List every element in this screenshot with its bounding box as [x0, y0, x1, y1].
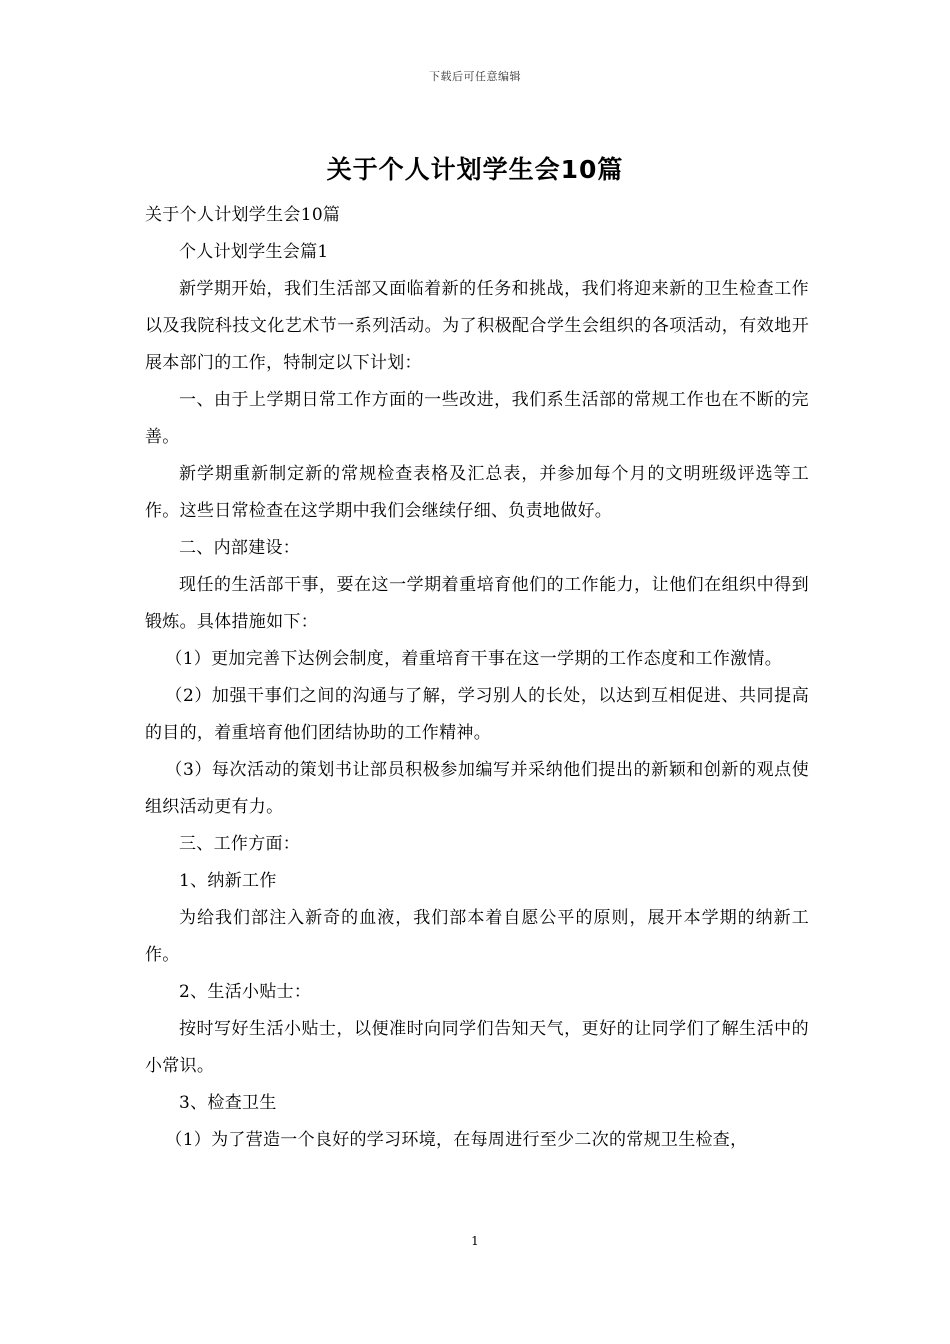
paragraph: 按时写好生活小贴士，以便准时向同学们告知天气，更好的让同学们了解生活中的小常识。 [145, 1019, 809, 1076]
section-heading: 个人计划学生会篇1 [179, 242, 329, 262]
document-title: 关于个人计划学生会10篇 [326, 155, 624, 184]
page-number: 1 [471, 1234, 479, 1248]
header-note: 下载后可任意编辑 [429, 70, 521, 83]
list-item: （2）加强干事们之间的沟通与了解，学习别人的长处，以达到互相促进、共同提高的目的，着重培育他们团结协助的工作精神。 [145, 686, 809, 743]
paragraph: 新学期开始，我们生活部又面临着新的任务和挑战，我们将迎来新的卫生检查工作以及我院科技文化艺术节一系列活动。为了积极配合学生会组织的各项活动，有效地开展本部门的工作，特制定以下计划： [145, 279, 809, 373]
section-heading: 二、内部建设： [179, 538, 301, 558]
paragraph: 为给我们部注入新奇的血液，我们部本着自愿公平的原则，展开本学期的纳新工作。 [145, 908, 809, 965]
subsection-heading: 2、生活小贴士： [179, 982, 312, 1002]
paragraph: 一、由于上学期日常工作方面的一些改进，我们系生活部的常规工作也在不断的完善。 [145, 390, 809, 447]
paragraph: 新学期重新制定新的常规检查表格及汇总表，并参加每个月的文明班级评选等工作。这些日常检查在这学期中我们会继续仔细、负责地做好。 [145, 464, 809, 521]
subsection-heading: 3、检查卫生 [179, 1093, 277, 1113]
paragraph: 现任的生活部干事，要在这一学期着重培育他们的工作能力，让他们在组织中得到锻炼。具体措施如下： [145, 575, 809, 632]
list-item: （3）每次活动的策划书让部员积极参加编写并采纳他们提出的新颖和创新的观点使组织活动更有力。 [145, 760, 809, 817]
subsection-heading: 1、纳新工作 [179, 871, 277, 891]
document-body [145, 197, 809, 1159]
list-item: （1）更加完善下达例会制度，着重培育干事在这一学期的工作态度和工作激情。 [165, 649, 783, 669]
paragraph: 关于个人计划学生会10篇 [145, 205, 341, 225]
list-item: （1）为了营造一个良好的学习环境，在每周进行至少二次的常规卫生检查， [165, 1130, 748, 1150]
section-heading: 三、工作方面： [179, 834, 301, 854]
